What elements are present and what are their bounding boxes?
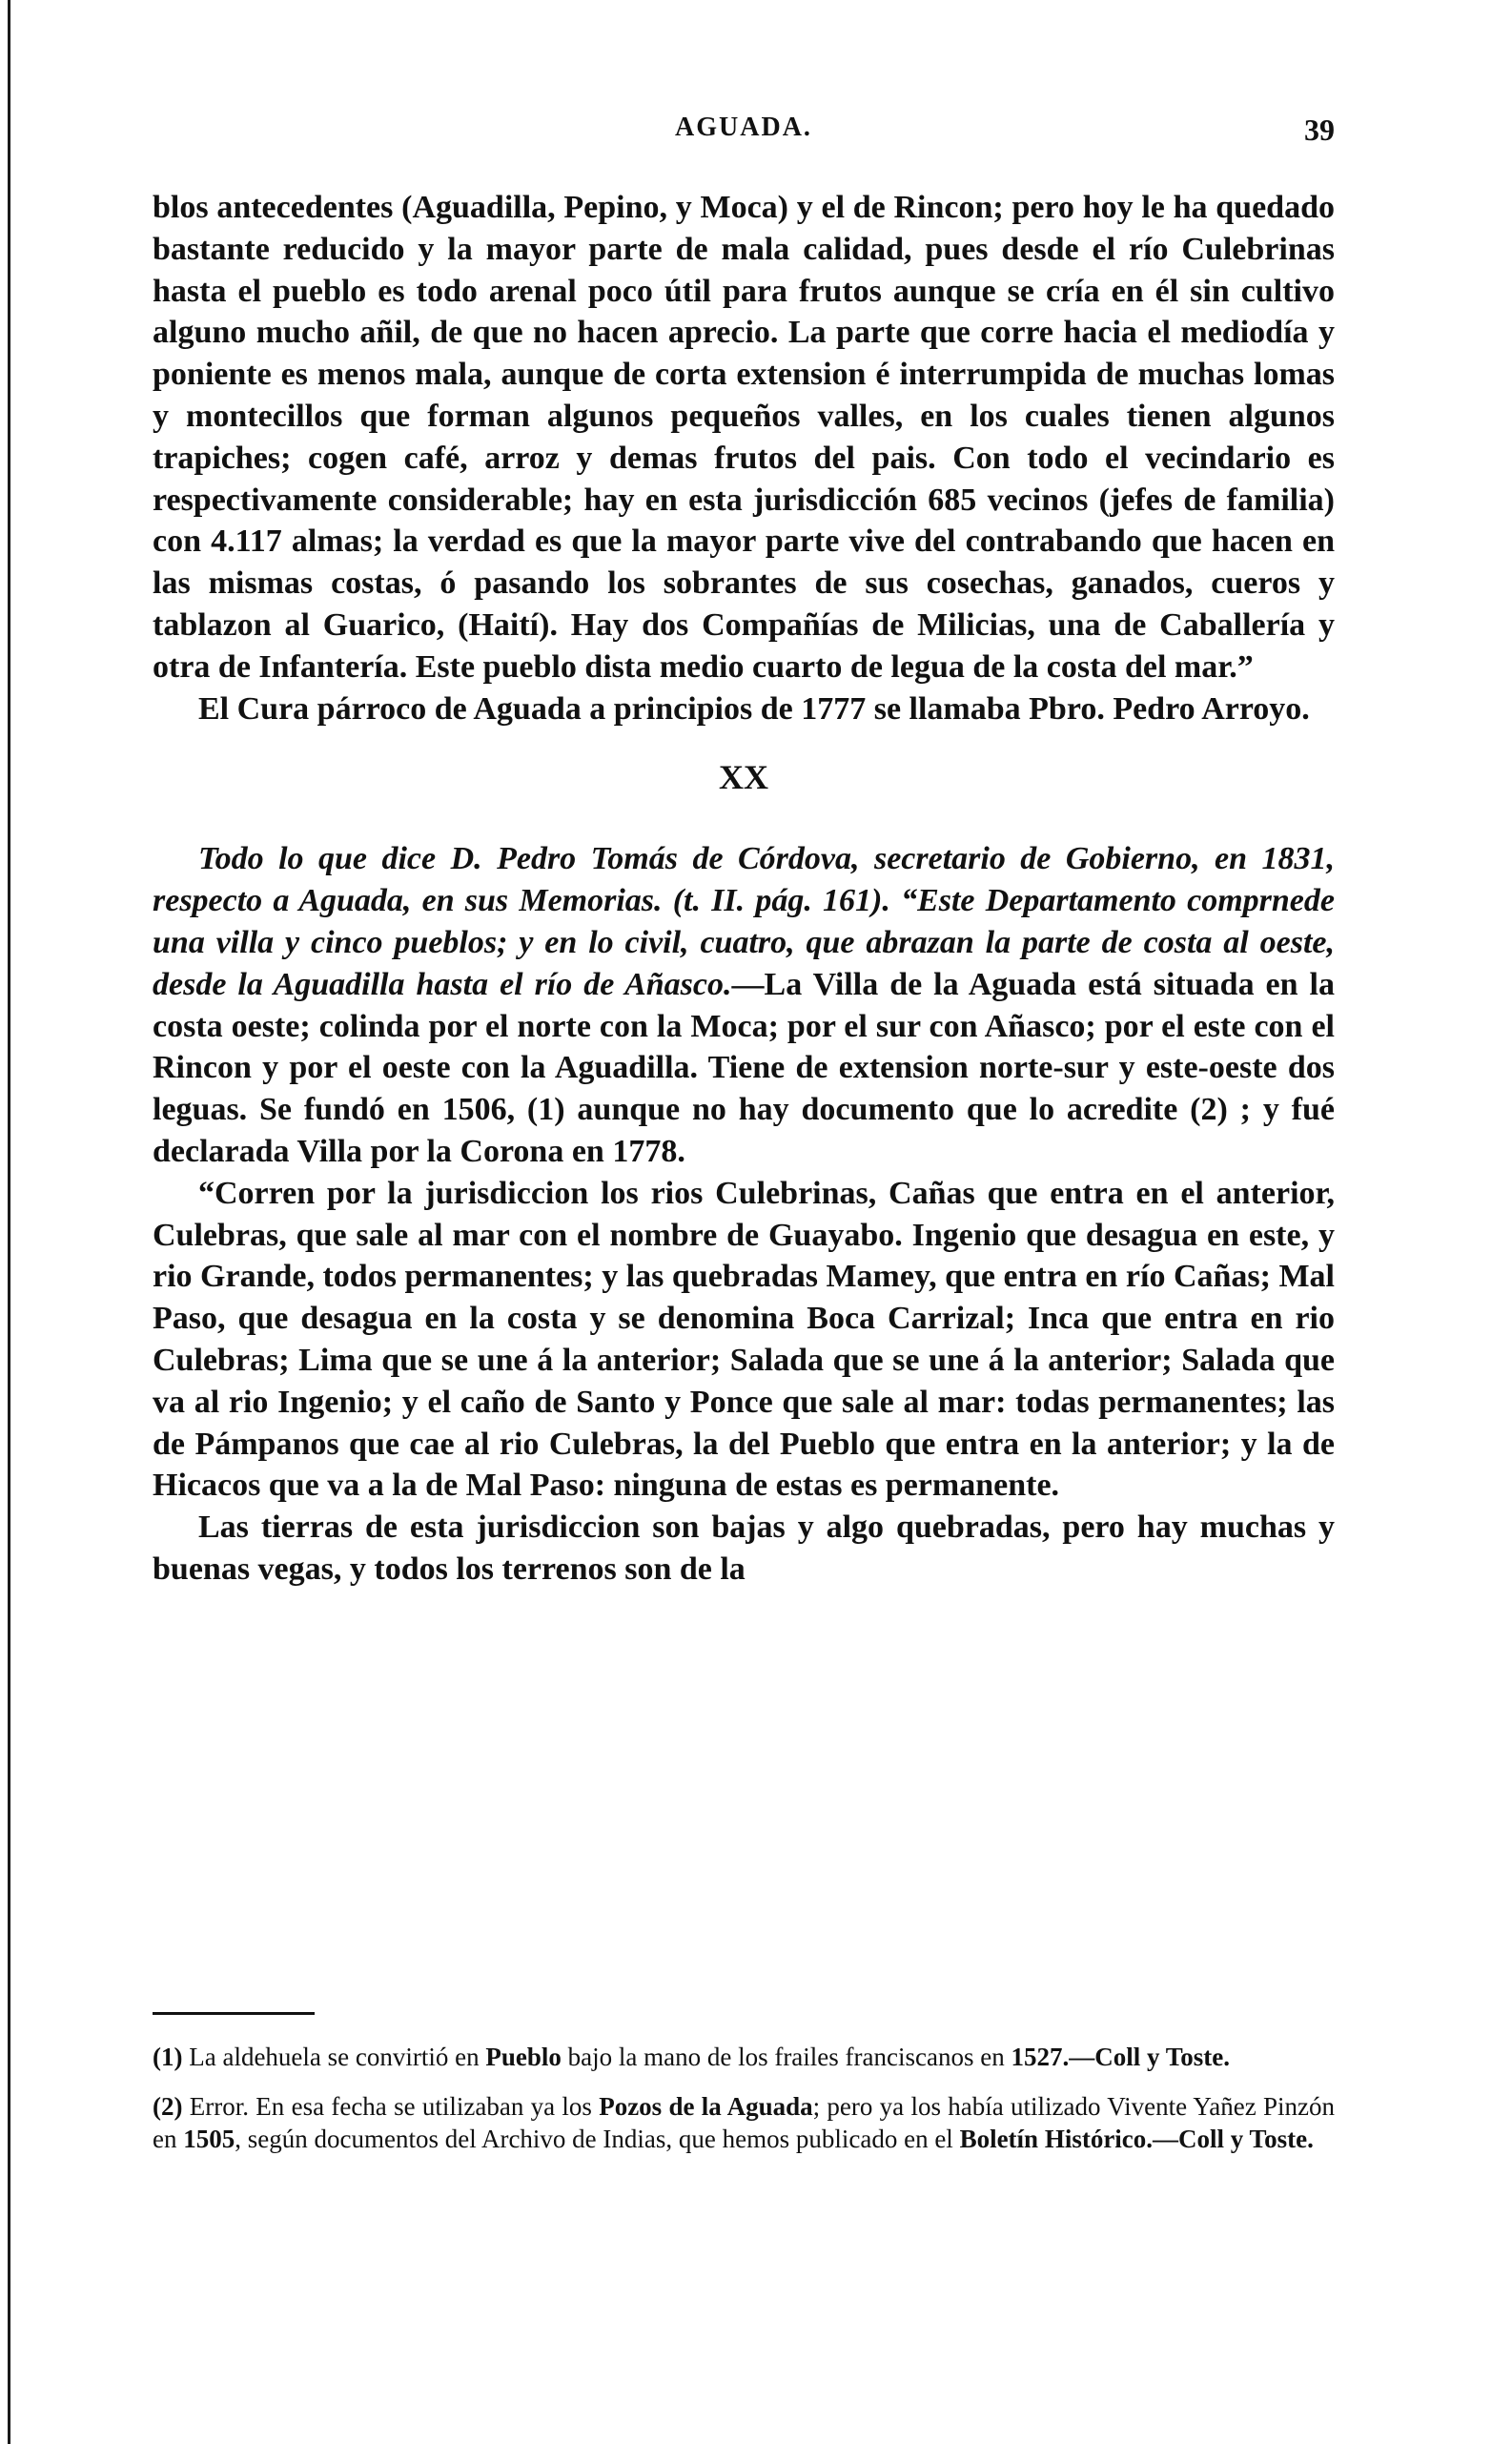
footnote-1-text-b: bajo la mano de los frailes franciscanos en [561,2043,1011,2071]
paragraph-4: “Corren por la jurisdiccion los rios Culebrinas, Cañas que entra en el anterior, Culebras, que sale al mar con el nombre de Guayabo. Ingenio que desagua en este, y rio Grande, todos permanentes; y las quebradas Mamey, que entra en río Cañas; Mal Paso, que desagua en la costa y se denomina Boca Carrizal; Inca que entra en rio Culebras; Lima que se une á la anterior; Salada que se une á la anterior; Salada que va al rio Ingenio; y el caño de Santo y Ponce que sale al mar: todas permanentes; las de Pámpanos que cae al rio Culebras, la del Pueblo que entra en la anterior; y la de Hicacos que va a la de Mal Paso: ninguna de estas es permanente. [153,1175,1336,1504]
footnote-1-bold-a: Pueblo [485,2043,562,2071]
footnote-2-text-a: Error. En esa fecha se utilizaban ya los [182,2092,600,2121]
footnote-1-marker: (1) [153,2043,183,2071]
section-number: XX [719,758,768,797]
footnote-rule [153,2012,315,2015]
paragraph-5: Las tierras de esta jurisdiccion son bajas y algo quebradas, pero hay muchas y buenas vegas, y todos los terrenos son de la [153,1510,1335,1587]
footnote-1-bold-b: 1527.—Coll y Toste. [1011,2043,1230,2071]
footnote-1-text-a: La aldehuela se convirtió en [182,2043,486,2071]
main-text [153,187,1335,1591]
footnote-2-marker: (2) [153,2092,183,2121]
page-number: 39 [1304,113,1335,147]
paragraph-2: El Cura párroco de Aguada a principios de 1777 se llamaba Pbro. Pedro Arroyo. [198,690,1310,727]
paragraph-3-italic: Todo lo que dice D. Pedro Tomás de Córdova, secretario de Gobierno, en 1831, respecto a Aguada, en sus Memorias. (t. II. pág. 161). “Este Departamento comprnede una villa y cinco pueblos; y en lo civil, cuatro, que abrazan la parte de costa al oeste, desde la Aguadilla hasta el río de Añasco. [153,841,1335,1002]
footnote-2 [153,2090,1335,2155]
footnote-1 [153,2041,1335,2073]
paragraph-1: blos antecedentes (Aguadilla, Pepino, y Moca) y el de Rincon; pero hoy le ha quedado bastante reducido y la mayor parte de mala calidad, pues desde el río Culebrinas hasta el pueblo es todo arenal poco útil para frutos aunque se cría en él sin cultivo alguno mucho añil, de que no hacen aprecio. La parte que corre hacia el mediodía y poniente es menos mala, aunque de corta extension é interrumpida de muchas lomas y montecillos que forman algunos pequeños valles, en los cuales tienen algunos trapiches; cogen café, arroz y demas frutos del pais. Con todo el vecindario es respectivamente considerable; hay en esta jurisdicción 685 vecinos (jefes de familia) con 4.117 almas; la verdad es que la mayor parte vive del contrabando que hacen en las mismas costas, ó pasando los sobrantes de sus cosechas, ganados, cueros y tablazon al Guarico, (Haití). Hay dos Compañías de Milicias, una de Caballería y otra de Infantería. Este pueblo dista medio cuarto de legua de la costa del mar.” [153,190,1335,685]
footnote-2-bold-b: 1505 [183,2125,235,2153]
footnotes [153,2041,1335,2172]
footnote-2-bold-a: Pozos de la Aguada [599,2092,813,2121]
paragraph-3 [153,838,1335,1172]
page-header [153,113,1335,160]
page-margin-rule [8,0,10,2444]
footnote-2-bold-c: Boletín Histórico.—Coll y Toste. [959,2125,1314,2153]
running-head: AGUADA. [675,113,812,142]
footnote-2-text-b: ; pero ya los había utilizado Vivente Yañez Pinzón en [153,2092,1335,2153]
paragraph-3-roman: —La Villa de la Aguada está situada en la costa oeste; colinda por el norte con la Moca; por el sur con Añasco; por el este con el Rincon y por el oeste con la Aguadilla. Tiene de extension norte-sur y este-oeste dos leguas. Se fundó en 1506, (1) aunque no hay documento que lo acredite (2) ; y fué declarada Villa por la Corona en 1778. [153,966,1335,1169]
footnote-2-text-c: , según documentos del Archivo de Indias, que hemos publicado en el [235,2125,960,2153]
